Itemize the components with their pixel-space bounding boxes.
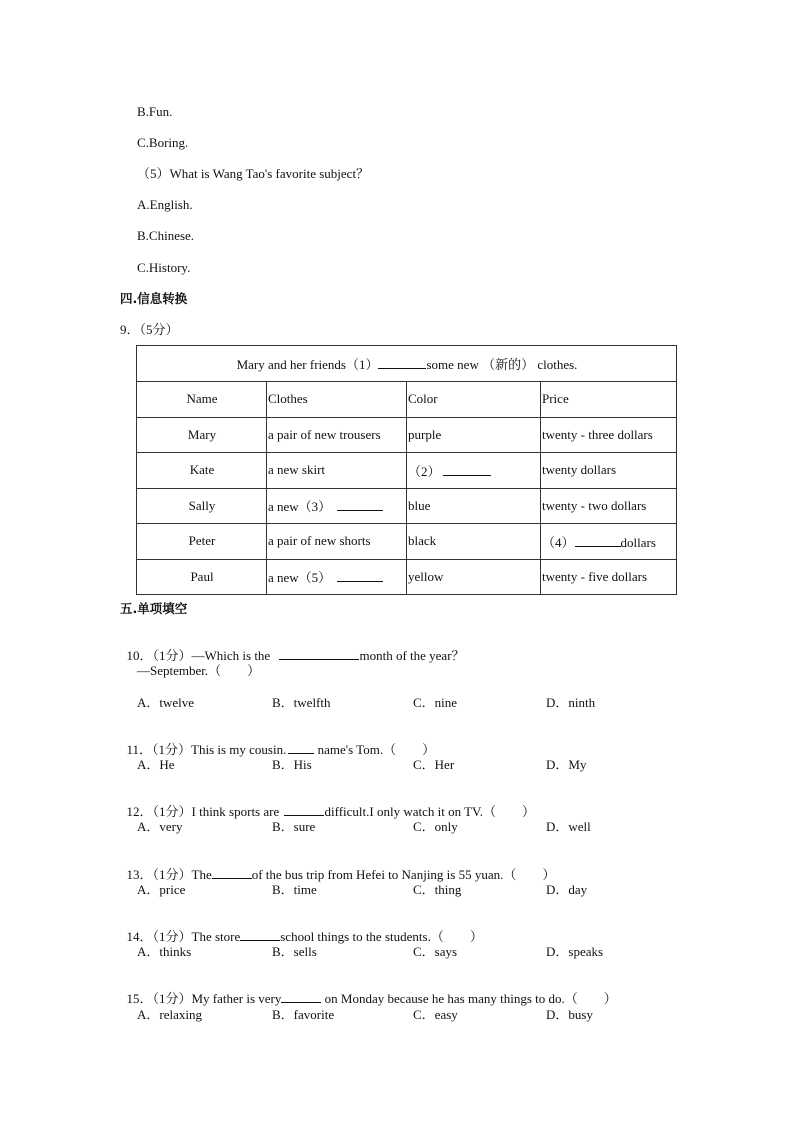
option-q4-b: B.Fun. bbox=[137, 104, 173, 119]
cell-clothes: a new skirt bbox=[267, 453, 407, 489]
option-b[interactable]: B．favorite bbox=[272, 1007, 335, 1022]
table-row bbox=[137, 453, 677, 489]
option-a[interactable]: A．twelve bbox=[137, 695, 195, 710]
cell-name: Sally bbox=[137, 488, 267, 524]
cell-clothes: a pair of new trousers bbox=[267, 417, 407, 453]
question-10: 10．（1分）—Which is the month of the year？ bbox=[126, 648, 465, 663]
cell-name: Mary bbox=[137, 417, 267, 453]
cell-color: black bbox=[407, 524, 541, 560]
header-name: Name bbox=[137, 382, 267, 418]
cell-color: blue bbox=[407, 488, 541, 524]
cell-color: purple bbox=[407, 417, 541, 453]
table-title-row bbox=[137, 346, 677, 382]
blank-q11[interactable] bbox=[288, 742, 314, 754]
cell-price: twenty - five dollars bbox=[541, 559, 677, 595]
question-5-text: （5）What is Wang Tao's favorite subject？ bbox=[137, 166, 370, 181]
table-header-row bbox=[137, 382, 677, 418]
blank-1[interactable] bbox=[378, 357, 426, 369]
header-clothes: Clothes bbox=[267, 382, 407, 418]
option-q5-a: A.English. bbox=[137, 197, 193, 212]
option-b[interactable]: B．sure bbox=[272, 819, 316, 834]
option-c[interactable]: C．nine bbox=[413, 695, 458, 710]
blank-q13[interactable] bbox=[212, 867, 252, 879]
cell-name: Kate bbox=[137, 453, 267, 489]
question-12: 12．（1分）I think sports are difficult.I only watch it on TV.（ ） bbox=[126, 804, 535, 819]
option-a[interactable]: A．He bbox=[137, 757, 175, 772]
cell-price: twenty dollars bbox=[541, 453, 677, 489]
question-9-label: 9．（5分） bbox=[120, 322, 179, 337]
option-a[interactable]: A．thinks bbox=[137, 944, 192, 959]
header-price: Price bbox=[541, 382, 677, 418]
option-a[interactable]: A．very bbox=[137, 819, 183, 834]
option-d[interactable]: D．My bbox=[546, 757, 587, 772]
blank-q12[interactable] bbox=[284, 804, 324, 816]
option-b[interactable]: B．His bbox=[272, 757, 312, 772]
option-b[interactable]: B．time bbox=[272, 882, 317, 897]
table-row bbox=[137, 524, 677, 560]
blank-q15[interactable] bbox=[281, 991, 321, 1003]
question-10-answer-line: —September.（ ） bbox=[137, 663, 261, 678]
option-d[interactable]: D．busy bbox=[546, 1007, 593, 1022]
cell-price: twenty - two dollars bbox=[541, 488, 677, 524]
option-d[interactable]: D．speaks bbox=[546, 944, 604, 959]
info-table bbox=[136, 345, 677, 595]
header-color: Color bbox=[407, 382, 541, 418]
section-4-heading: 四.信息转换 bbox=[120, 291, 188, 306]
cell-clothes: a pair of new shorts bbox=[267, 524, 407, 560]
blank-q10[interactable] bbox=[279, 648, 359, 660]
option-q5-b: B.Chinese. bbox=[137, 228, 195, 243]
table-title: Mary and her friends（1） some new （新的） clothes. bbox=[137, 346, 677, 382]
option-a[interactable]: A．relaxing bbox=[137, 1007, 202, 1022]
option-b[interactable]: B．sells bbox=[272, 944, 317, 959]
option-c[interactable]: C．easy bbox=[413, 1007, 458, 1022]
option-c[interactable]: C．thing bbox=[413, 882, 462, 897]
cell-name: Paul bbox=[137, 559, 267, 595]
blank-2[interactable] bbox=[443, 464, 491, 476]
blank-5[interactable] bbox=[337, 570, 383, 582]
cell-color: yellow bbox=[407, 559, 541, 595]
cell-name: Peter bbox=[137, 524, 267, 560]
cell-color: （2） bbox=[407, 453, 541, 489]
cell-price: （4） dollars bbox=[541, 524, 677, 560]
section-5-heading: 五.单项填空 bbox=[120, 601, 188, 616]
blank-3[interactable] bbox=[337, 499, 383, 511]
table-row bbox=[137, 559, 677, 595]
cell-clothes: a new（5） bbox=[267, 559, 407, 595]
option-c[interactable]: C．says bbox=[413, 944, 458, 959]
option-b[interactable]: B．twelfth bbox=[272, 695, 331, 710]
option-a[interactable]: A．price bbox=[137, 882, 186, 897]
cell-clothes: a new（3） bbox=[267, 488, 407, 524]
option-q5-c: C.History. bbox=[137, 260, 191, 275]
question-13: 13．（1分）The of the bus trip from Hefei to Nanjing is 55 yuan.（ ） bbox=[126, 867, 556, 882]
blank-4[interactable] bbox=[575, 535, 621, 547]
question-14: 14．（1分）The store school things to the students.（ ） bbox=[126, 929, 483, 944]
option-d[interactable]: D．well bbox=[546, 819, 591, 834]
option-c[interactable]: C．Her bbox=[413, 757, 455, 772]
option-d[interactable]: D．ninth bbox=[546, 695, 596, 710]
table-row bbox=[137, 417, 677, 453]
question-11: 11．（1分）This is my cousin. name's Tom.（ ） bbox=[126, 742, 436, 757]
option-q4-c: C.Boring. bbox=[137, 135, 189, 150]
option-c[interactable]: C．only bbox=[413, 819, 458, 834]
table-row bbox=[137, 488, 677, 524]
question-15: 15．（1分）My father is very on Monday because he has many things to do.（ ） bbox=[126, 991, 617, 1006]
cell-price: twenty - three dollars bbox=[541, 417, 677, 453]
blank-q14[interactable] bbox=[240, 929, 280, 941]
option-d[interactable]: D．day bbox=[546, 882, 588, 897]
